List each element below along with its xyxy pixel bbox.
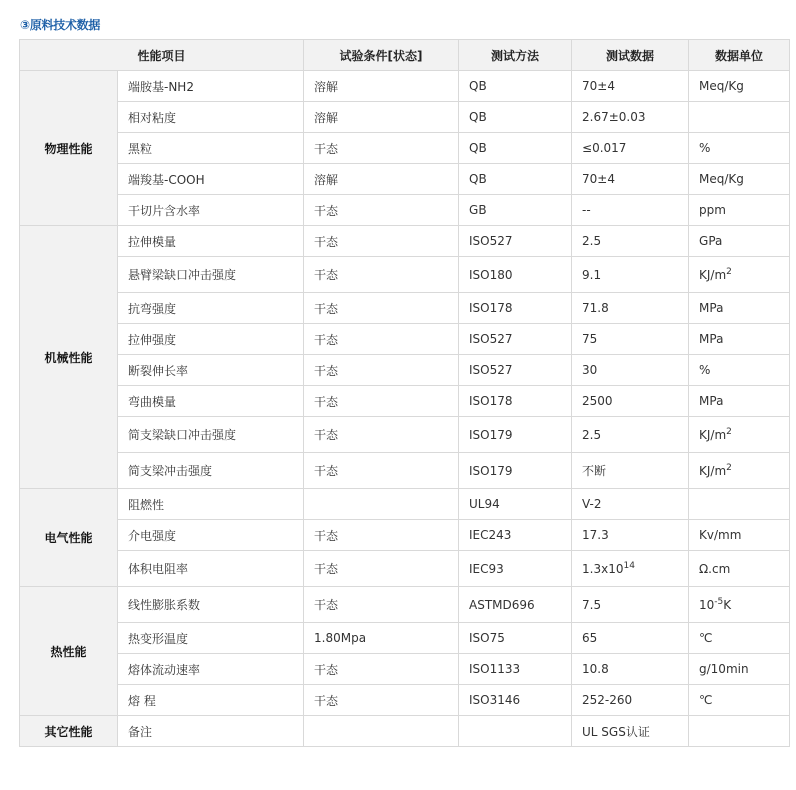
table-row <box>20 324 790 355</box>
value-text: 10.8 <box>582 662 609 676</box>
table-row <box>20 102 790 133</box>
column-header-unit: 数据单位 <box>689 40 790 71</box>
value-text: 71.8 <box>582 301 609 315</box>
table-row <box>20 489 790 520</box>
test-condition-cell: 干态 <box>304 293 459 324</box>
value-superscript: 14 <box>623 560 635 571</box>
unit-text: MPa <box>699 332 724 346</box>
value-text: ≤0.017 <box>582 141 627 155</box>
property-name-cell: 相对粘度 <box>118 102 304 133</box>
test-value-cell <box>572 71 689 102</box>
unit-text: % <box>699 363 711 377</box>
property-name-cell: 端羧基-COOH <box>118 164 304 195</box>
property-name-cell: 熔 程 <box>118 685 304 716</box>
test-condition-cell: 干态 <box>304 226 459 257</box>
test-value-cell <box>572 685 689 716</box>
test-condition-cell: 干态 <box>304 654 459 685</box>
unit-text: MPa <box>699 394 724 408</box>
test-method-cell: ISO3146 <box>459 685 572 716</box>
unit-text: Meq/Kg <box>699 79 744 93</box>
data-unit-cell <box>689 417 790 453</box>
data-unit-cell <box>689 195 790 226</box>
group-label: 物理性能 <box>20 71 118 226</box>
unit-text: g/10min <box>699 662 749 676</box>
data-unit-cell <box>689 102 790 133</box>
unit-superscript: -5 <box>714 596 724 607</box>
value-text: 17.3 <box>582 528 609 542</box>
test-value-cell <box>572 355 689 386</box>
group-label: 电气性能 <box>20 489 118 587</box>
column-header-item: 性能项目 <box>20 40 304 71</box>
test-condition-cell: 干态 <box>304 520 459 551</box>
table-row <box>20 226 790 257</box>
test-value-cell <box>572 654 689 685</box>
table-row <box>20 386 790 417</box>
value-text: 2.5 <box>582 234 602 248</box>
property-name-cell: 阻燃性 <box>118 489 304 520</box>
unit-text: Kv/mm <box>699 528 742 542</box>
test-condition-cell: 干态 <box>304 685 459 716</box>
unit-text: KJ/m <box>699 463 727 478</box>
column-header-method: 测试方法 <box>459 40 572 71</box>
test-condition-cell: 干态 <box>304 195 459 226</box>
table-row <box>20 587 790 623</box>
header-row <box>20 40 790 71</box>
property-name-cell: 干切片含水率 <box>118 195 304 226</box>
value-text: 2.5 <box>582 427 602 442</box>
data-unit-cell <box>689 164 790 195</box>
property-name-cell: 悬臂梁缺口冲击强度 <box>118 257 304 293</box>
test-method-cell: ISO75 <box>459 623 572 654</box>
test-condition-cell: 干态 <box>304 386 459 417</box>
test-condition-cell <box>304 489 459 520</box>
unit-text: Ω.cm <box>699 561 731 576</box>
test-method-cell: QB <box>459 71 572 102</box>
value-text: 30 <box>582 363 598 377</box>
data-unit-cell <box>689 654 790 685</box>
table-row <box>20 551 790 587</box>
table-row <box>20 654 790 685</box>
test-value-cell <box>572 551 689 587</box>
group-label: 机械性能 <box>20 226 118 489</box>
test-value-cell <box>572 102 689 133</box>
data-unit-cell <box>689 355 790 386</box>
test-method-cell: IEC93 <box>459 551 572 587</box>
data-unit-cell <box>689 386 790 417</box>
property-name-cell: 线性膨胀系数 <box>118 587 304 623</box>
value-text: 65 <box>582 631 598 645</box>
data-unit-cell <box>689 587 790 623</box>
unit-superscript: 2 <box>726 266 732 277</box>
table-row <box>20 417 790 453</box>
test-method-cell: ISO1133 <box>459 654 572 685</box>
data-unit-cell <box>689 520 790 551</box>
unit-text: Meq/Kg <box>699 172 744 186</box>
test-method-cell: ISO178 <box>459 386 572 417</box>
test-condition-cell: 溶解 <box>304 164 459 195</box>
unit-text: GPa <box>699 234 723 248</box>
property-name-cell: 抗弯强度 <box>118 293 304 324</box>
data-unit-cell <box>689 716 790 747</box>
data-unit-cell <box>689 133 790 164</box>
table-body <box>20 71 790 747</box>
property-name-cell: 拉伸强度 <box>118 324 304 355</box>
property-name-cell: 介电强度 <box>118 520 304 551</box>
test-condition-cell: 干态 <box>304 257 459 293</box>
table-row <box>20 453 790 489</box>
table-row <box>20 355 790 386</box>
table-row <box>20 164 790 195</box>
test-condition-cell: 干态 <box>304 417 459 453</box>
table-row <box>20 133 790 164</box>
value-text: 9.1 <box>582 267 602 282</box>
test-method-cell: ASTMD696 <box>459 587 572 623</box>
test-value-cell <box>572 623 689 654</box>
test-value-cell <box>572 226 689 257</box>
test-method-cell: IEC243 <box>459 520 572 551</box>
value-text: UL SGS认证 <box>582 724 650 739</box>
test-method-cell: ISO179 <box>459 417 572 453</box>
data-unit-cell <box>689 293 790 324</box>
property-name-cell: 简支梁缺口冲击强度 <box>118 417 304 453</box>
unit-text: 10 <box>699 597 715 612</box>
test-value-cell <box>572 716 689 747</box>
test-condition-cell: 溶解 <box>304 71 459 102</box>
unit-text: % <box>699 141 711 155</box>
value-text: 不断 <box>582 464 607 478</box>
column-header-value: 测试数据 <box>572 40 689 71</box>
data-unit-cell <box>689 71 790 102</box>
test-condition-cell <box>304 716 459 747</box>
test-method-cell: ISO527 <box>459 226 572 257</box>
data-unit-cell <box>689 489 790 520</box>
property-name-cell: 熔体流动速率 <box>118 654 304 685</box>
test-method-cell: ISO527 <box>459 324 572 355</box>
unit-superscript: 2 <box>726 426 732 437</box>
group-label: 其它性能 <box>20 716 118 747</box>
test-method-cell: QB <box>459 133 572 164</box>
test-method-cell <box>459 716 572 747</box>
test-condition-cell: 干态 <box>304 551 459 587</box>
test-value-cell <box>572 489 689 520</box>
property-name-cell: 黑粒 <box>118 133 304 164</box>
unit-text: KJ/m <box>699 427 727 442</box>
data-unit-cell <box>689 324 790 355</box>
table-row <box>20 257 790 293</box>
value-text: 1.3x10 <box>582 561 624 576</box>
property-name-cell: 弯曲模量 <box>118 386 304 417</box>
column-header-condition: 试验条件[状态] <box>304 40 459 71</box>
test-condition-cell: 干态 <box>304 133 459 164</box>
table-row <box>20 520 790 551</box>
value-text: 70±4 <box>582 172 615 186</box>
test-value-cell <box>572 133 689 164</box>
test-condition-cell: 1.80Mpa <box>304 623 459 654</box>
value-text: 7.5 <box>582 597 602 612</box>
test-method-cell: ISO180 <box>459 257 572 293</box>
test-method-cell: ISO527 <box>459 355 572 386</box>
section-heading: ③原料技术数据 <box>20 18 101 32</box>
unit-text: ℃ <box>699 631 713 645</box>
test-condition-cell: 干态 <box>304 453 459 489</box>
test-value-cell <box>572 520 689 551</box>
property-name-cell: 体积电阻率 <box>118 551 304 587</box>
unit-text: ℃ <box>699 693 713 707</box>
unit-text: KJ/m <box>699 267 727 282</box>
test-condition-cell: 干态 <box>304 355 459 386</box>
test-method-cell: ISO179 <box>459 453 572 489</box>
test-method-cell: UL94 <box>459 489 572 520</box>
unit-text: ppm <box>699 203 726 217</box>
value-text: V-2 <box>582 497 602 511</box>
group-label: 热性能 <box>20 587 118 716</box>
test-value-cell <box>572 164 689 195</box>
table-row <box>20 293 790 324</box>
tech-data-table <box>19 39 790 747</box>
value-text: 70±4 <box>582 79 615 93</box>
unit-superscript: 2 <box>726 462 732 473</box>
test-condition-cell: 干态 <box>304 587 459 623</box>
table-row <box>20 623 790 654</box>
test-method-cell: GB <box>459 195 572 226</box>
value-text: 2500 <box>582 394 613 408</box>
table-row <box>20 195 790 226</box>
test-value-cell <box>572 195 689 226</box>
test-value-cell <box>572 386 689 417</box>
data-unit-cell <box>689 257 790 293</box>
test-condition-cell: 溶解 <box>304 102 459 133</box>
table-row <box>20 685 790 716</box>
table-row <box>20 71 790 102</box>
data-unit-cell <box>689 623 790 654</box>
value-text: 252-260 <box>582 693 633 707</box>
table-row <box>20 716 790 747</box>
data-unit-cell <box>689 453 790 489</box>
test-value-cell <box>572 453 689 489</box>
property-name-cell: 热变形温度 <box>118 623 304 654</box>
property-name-cell: 简支梁冲击强度 <box>118 453 304 489</box>
test-value-cell <box>572 293 689 324</box>
value-text: 2.67±0.03 <box>582 110 646 124</box>
unit-text: MPa <box>699 301 724 315</box>
unit-suffix: K <box>723 597 732 612</box>
test-method-cell: QB <box>459 102 572 133</box>
test-method-cell: ISO178 <box>459 293 572 324</box>
property-name-cell: 断裂伸长率 <box>118 355 304 386</box>
test-value-cell <box>572 587 689 623</box>
property-name-cell: 拉伸模量 <box>118 226 304 257</box>
value-text: -- <box>582 203 591 217</box>
test-condition-cell: 干态 <box>304 324 459 355</box>
value-text: 75 <box>582 332 598 346</box>
property-name-cell: 备注 <box>118 716 304 747</box>
property-name-cell: 端胺基-NH2 <box>118 71 304 102</box>
test-value-cell <box>572 417 689 453</box>
data-unit-cell <box>689 226 790 257</box>
data-unit-cell <box>689 685 790 716</box>
test-value-cell <box>572 324 689 355</box>
test-method-cell: QB <box>459 164 572 195</box>
data-unit-cell <box>689 551 790 587</box>
test-value-cell <box>572 257 689 293</box>
